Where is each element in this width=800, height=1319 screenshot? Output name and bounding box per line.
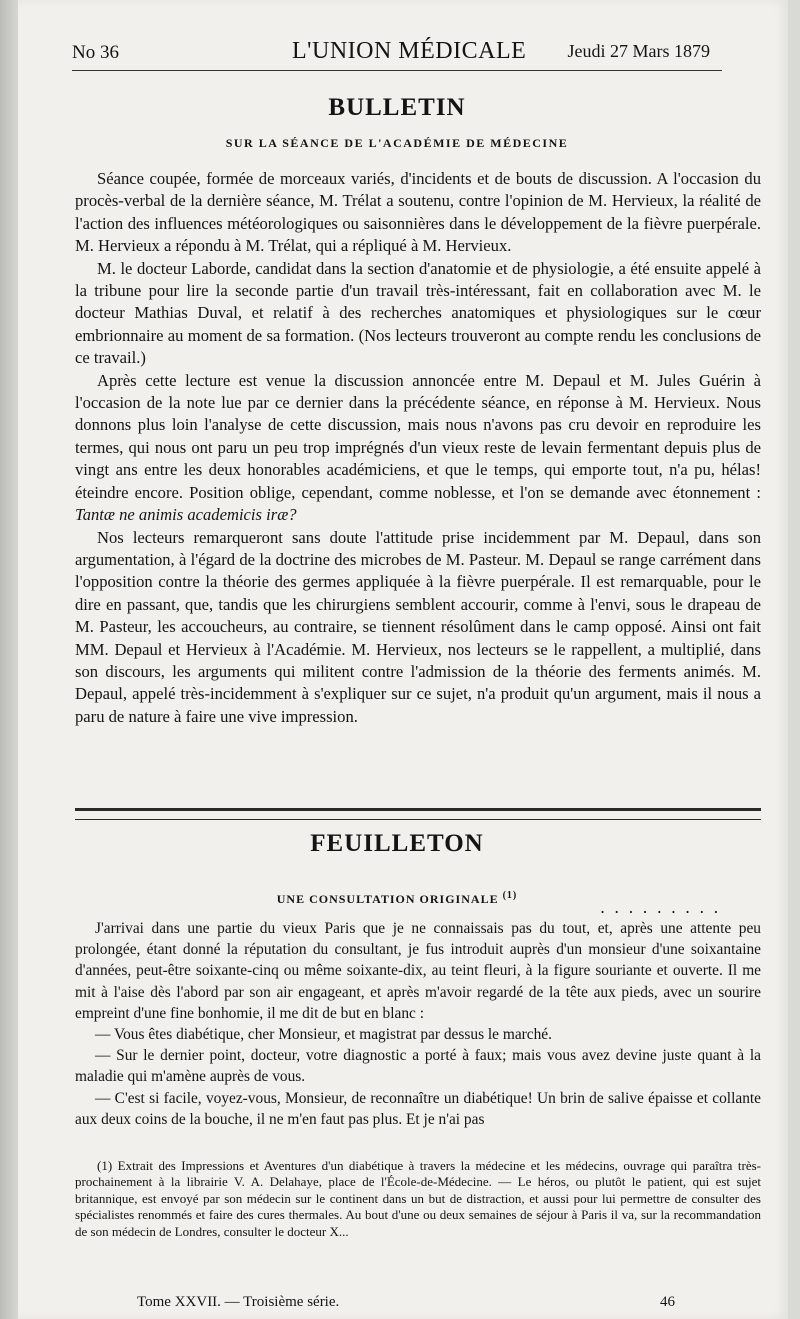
- binding-edge: [0, 0, 18, 1319]
- bulletin-subtitle: SUR LA SÉANCE DE L'ACADÉMIE DE MÉDECINE: [225, 136, 569, 150]
- feuilleton-body: [75, 918, 761, 1130]
- bulletin-paragraph-1: Séance coupée, formée de morceaux variés, d'incidents et de bouts de discussion. A l'occasion du procès-verbal de la dernière séance, M. Trélat a soutenu, contre l'opinion de M. Hervieux, la réalité de l'action des influences météorologiques ou saisonnières dans le développement de la fièvre puerpérale. M. Hervieux a répondu à M. Trélat, qui a répliqué à M. Hervieux.: [75, 169, 761, 256]
- paragraph-3-text: Après cette lecture est venue la discussion annoncée entre M. Depaul et M. Jules Guérin à l'occasion de la note lue par ce dernier dans la précédente séance, en réponse à M. Hervieux. Nous donnons plus loin l'analyse de cette discussion, mais nous n'avons pas cru devoir en reproduire les termes, qui nous ont paru un peu trop imprégnés d'un vieux reste de levain fermentant depuis plus de vingt ans entre les deux honorables académiciens, et que le temps, qui emporte tout, n'a pu, hélas! éteindre encore. Position oblige, cependant, comme noblesse, et l'on se demande avec étonnement :: [75, 370, 761, 502]
- volume-line: Tome XXVII. — Troisième série.: [137, 1294, 340, 1310]
- journal-title: L'UNION MÉDICALE: [292, 38, 527, 64]
- section-divider: [75, 808, 761, 820]
- feuilleton-paragraph-3: — Sur le dernier point, docteur, votre diagnostic a porté à faux; mais vous avez devine juste quant à la maladie qui m'amène auprès de vous.: [75, 1047, 761, 1086]
- page-number: 46: [660, 1294, 675, 1310]
- ellipsis-dots: . . . . . . . . .: [600, 898, 721, 917]
- feuilleton-paragraph-1: J'arrivai dans une partie du vieux Paris que je ne connaissais pas du tout, et, après une attente peu prolongée, étant donné la réputation du consultant, je fus introduit auprès d'un monsieur d'une soixantaine d'années, peut-être soixante-cinq ou même soixante-dix, au teint fleuri, à la figure souriante et ouverte. Il me mit à l'aise dès l'abord par son air engageant, et après m'avoir regardé de la tête aux pieds, avec un sourire empreint d'une fine bonhomie, il me dit de but en blanc :: [75, 920, 761, 1022]
- masthead: [72, 38, 710, 68]
- footnote-mark: (1): [502, 890, 518, 901]
- feuilleton-subtitle-text: UNE CONSULTATION ORIGINALE: [276, 892, 499, 906]
- footnote: [75, 1158, 761, 1240]
- feuilleton-paragraph-2: — Vous êtes diabétique, cher Monsieur, et magistrat par dessus le marché.: [95, 1026, 552, 1044]
- header-rule: [72, 70, 722, 71]
- bulletin-paragraph-4: Nos lecteurs remarqueront sans doute l'attitude prise incidemment par M. Depaul, dans son argumentation, à l'égard de la doctrine des microbes de M. Pasteur. M. Depaul se range carrément dans l'opposition contre la théorie des germes appliquée à la fièvre puerpérale. Il est remarquable, pour le dire en passant, que, tandis que les chirurgiens semblent accourir, comme à l'envi, sous le drapeau de M. Pasteur, les accoucheurs, au contraire, se tiennent résolûment dans le camp opposé. Ainsi ont fait MM. Depaul et Hervieux à l'Académie. M. Hervieux, nos lecteurs se le rappellent, a multiplié, dans son discours, les arguments qui militent contre l'admission de la théorie des ferments animés. M. Depaul, appelé très-incidemment à s'expliquer sur ce sujet, n'a produit qu'un argument, mais il nous a paru de nature à faire une vive impression.: [75, 527, 761, 726]
- feuilleton-title: FEUILLETON: [310, 830, 484, 857]
- feuilleton-paragraph-4: — C'est si facile, voyez-vous, Monsieur, de reconnaître un diabétique! Un brin de salive épaisse et collante aux deux coins de la bouche, il ne m'en faut pas plus. Et je n'ai pas: [75, 1089, 761, 1128]
- bulletin-title: BULLETIN: [328, 94, 466, 121]
- latin-quote: Tantæ ne animis academicis iræ?: [75, 505, 297, 525]
- bulletin-paragraph-3: [75, 370, 761, 527]
- footnote-text: (1) Extrait des Impressions et Aventures d'un diabétique à travers la médecine et les médecins, ouvrage qui paraîtra très-prochainement à la librairie V. A. Delahaye, place de l'École-de-Médecine. — Le héros, ou plutôt le patient, qui est sujet britannique, est envoyé par son médecin sur le continent dans un but de distraction, et aussi pour lui permettre de consulter des spécialistes renommés et faire des cures thermales. Au bout d'une ou deux semaines de séjour à Paris il va, sur la recommandation de son médecin de Londres, consulter le docteur X...: [75, 1158, 761, 1239]
- issue-number: No 36: [72, 42, 119, 63]
- issue-date: Jeudi 27 Mars 1879: [567, 41, 710, 61]
- bulletin-body: [75, 168, 761, 728]
- bulletin-paragraph-2: M. le docteur Laborde, candidat dans la section d'anatomie et de physiologie, a été ensuite appelé à la tribune pour lire la seconde partie d'un travail très-intéressant, fait en collaboration avec M. le docteur Mathias Duval, et relatif à des recherches anatomiques et physiologiques sur le cœur embrionnaire au moment de sa formation. (Nos lecteurs trouveront au compte rendu les conclusions de ce travail.): [75, 258, 761, 368]
